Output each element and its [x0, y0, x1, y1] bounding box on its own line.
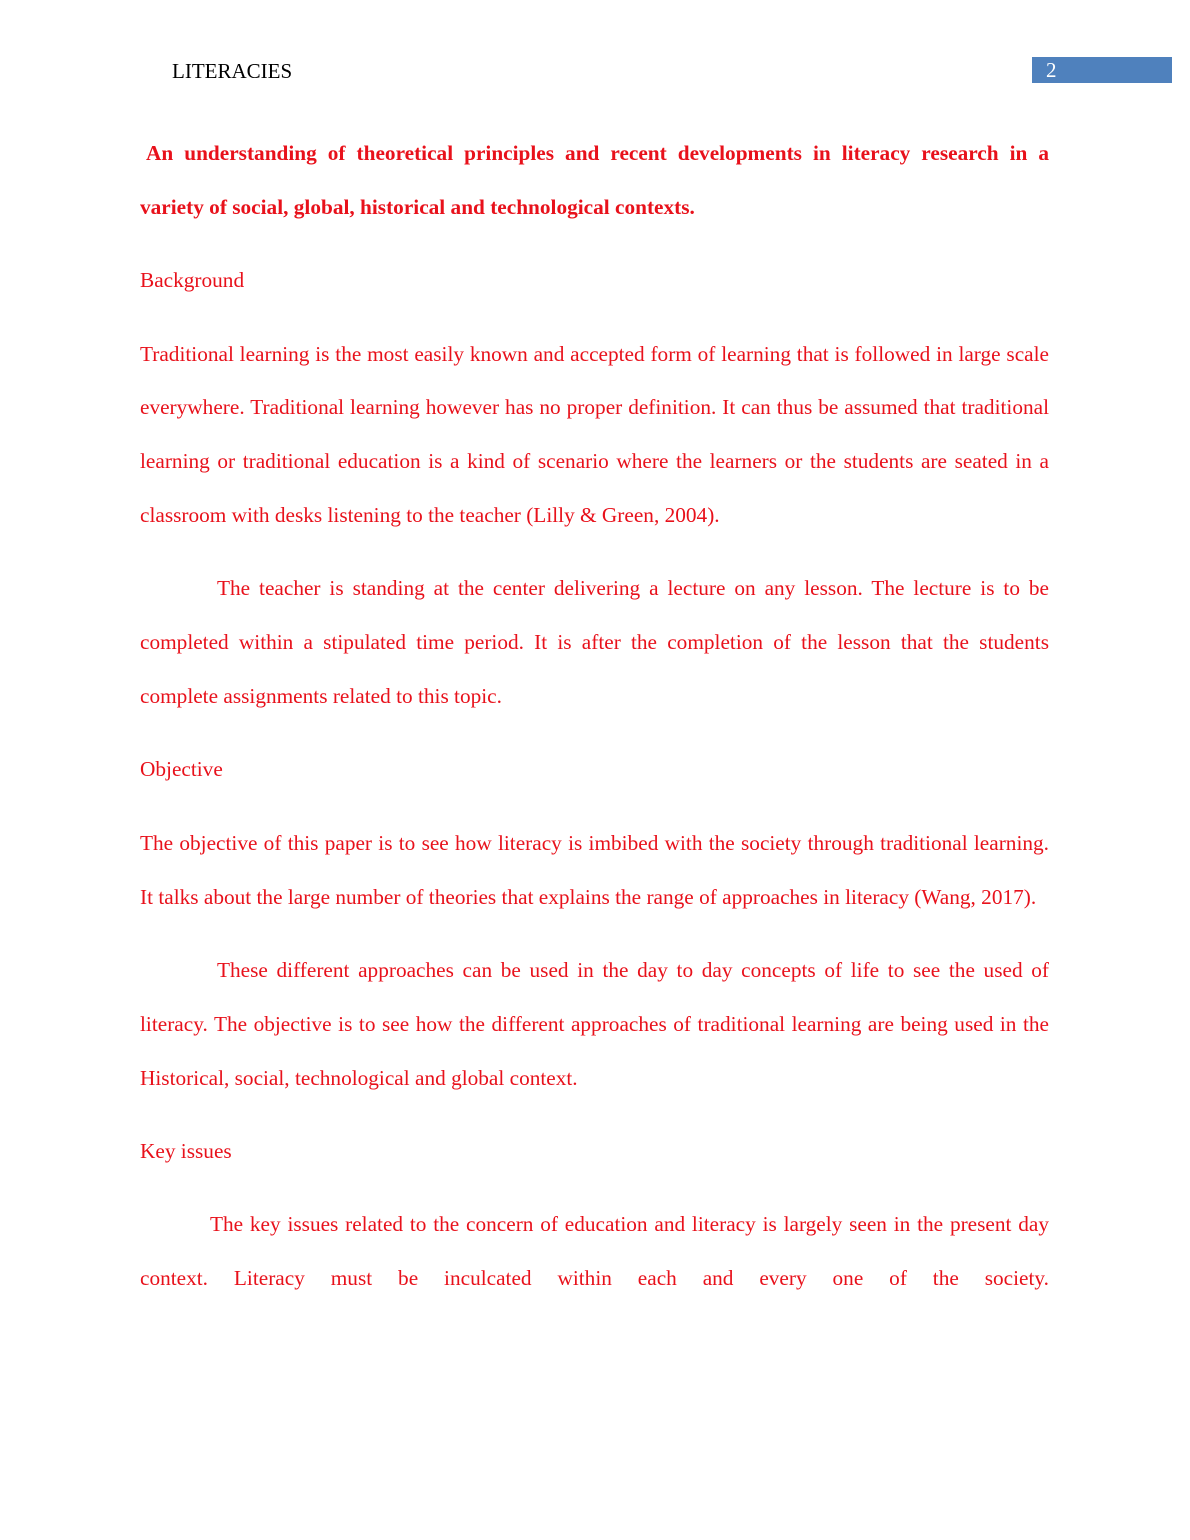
running-head: LITERACIES [172, 59, 293, 83]
paragraph: Traditional learning is the most easily known and accepted form of learning that is followed in large scale everywhere. Traditional learning however has no proper definition. It can thus be assumed that traditional learning or traditional education is a kind of scenario where the learners or the students are seated in a classroom with desks listening to the teacher (Lilly & Green, 2004). [140, 341, 1049, 527]
section-heading-key-issues: Key issues [140, 1138, 232, 1163]
paragraph: The teacher is standing at the center delivering a lecture on any lesson. The lecture is to be completed within a stipulated time period. It is after the completion of the lesson that the students complete assignments related to this topic. [140, 576, 1049, 708]
document-body [140, 127, 1049, 1306]
page-number: 2 [1046, 58, 1057, 82]
paragraph: The objective of this paper is to see how literacy is imbibed with the society through traditional learning. It talks about the large number of theories that explains the range of approaches in literacy (Wang, 2017). [140, 830, 1049, 909]
section-heading-background: Background [140, 268, 245, 293]
section-heading-objective: Objective [140, 757, 223, 782]
paragraph: The key issues related to the concern of education and literacy is largely seen in the present day context. Literacy must be inculcated within each and every one of the society. [140, 1212, 1049, 1291]
page-number-bar [1032, 57, 1172, 83]
document-title: An understanding of theoretical principles and recent developments in literacy research in a variety of social, global, historical and technological contexts. [140, 141, 1049, 219]
paragraph: These different approaches can be used in the day to day concepts of life to see the used of literacy. The objective is to see how the different approaches of traditional learning are being used in the Historical, social, technological and global context. [140, 957, 1049, 1090]
